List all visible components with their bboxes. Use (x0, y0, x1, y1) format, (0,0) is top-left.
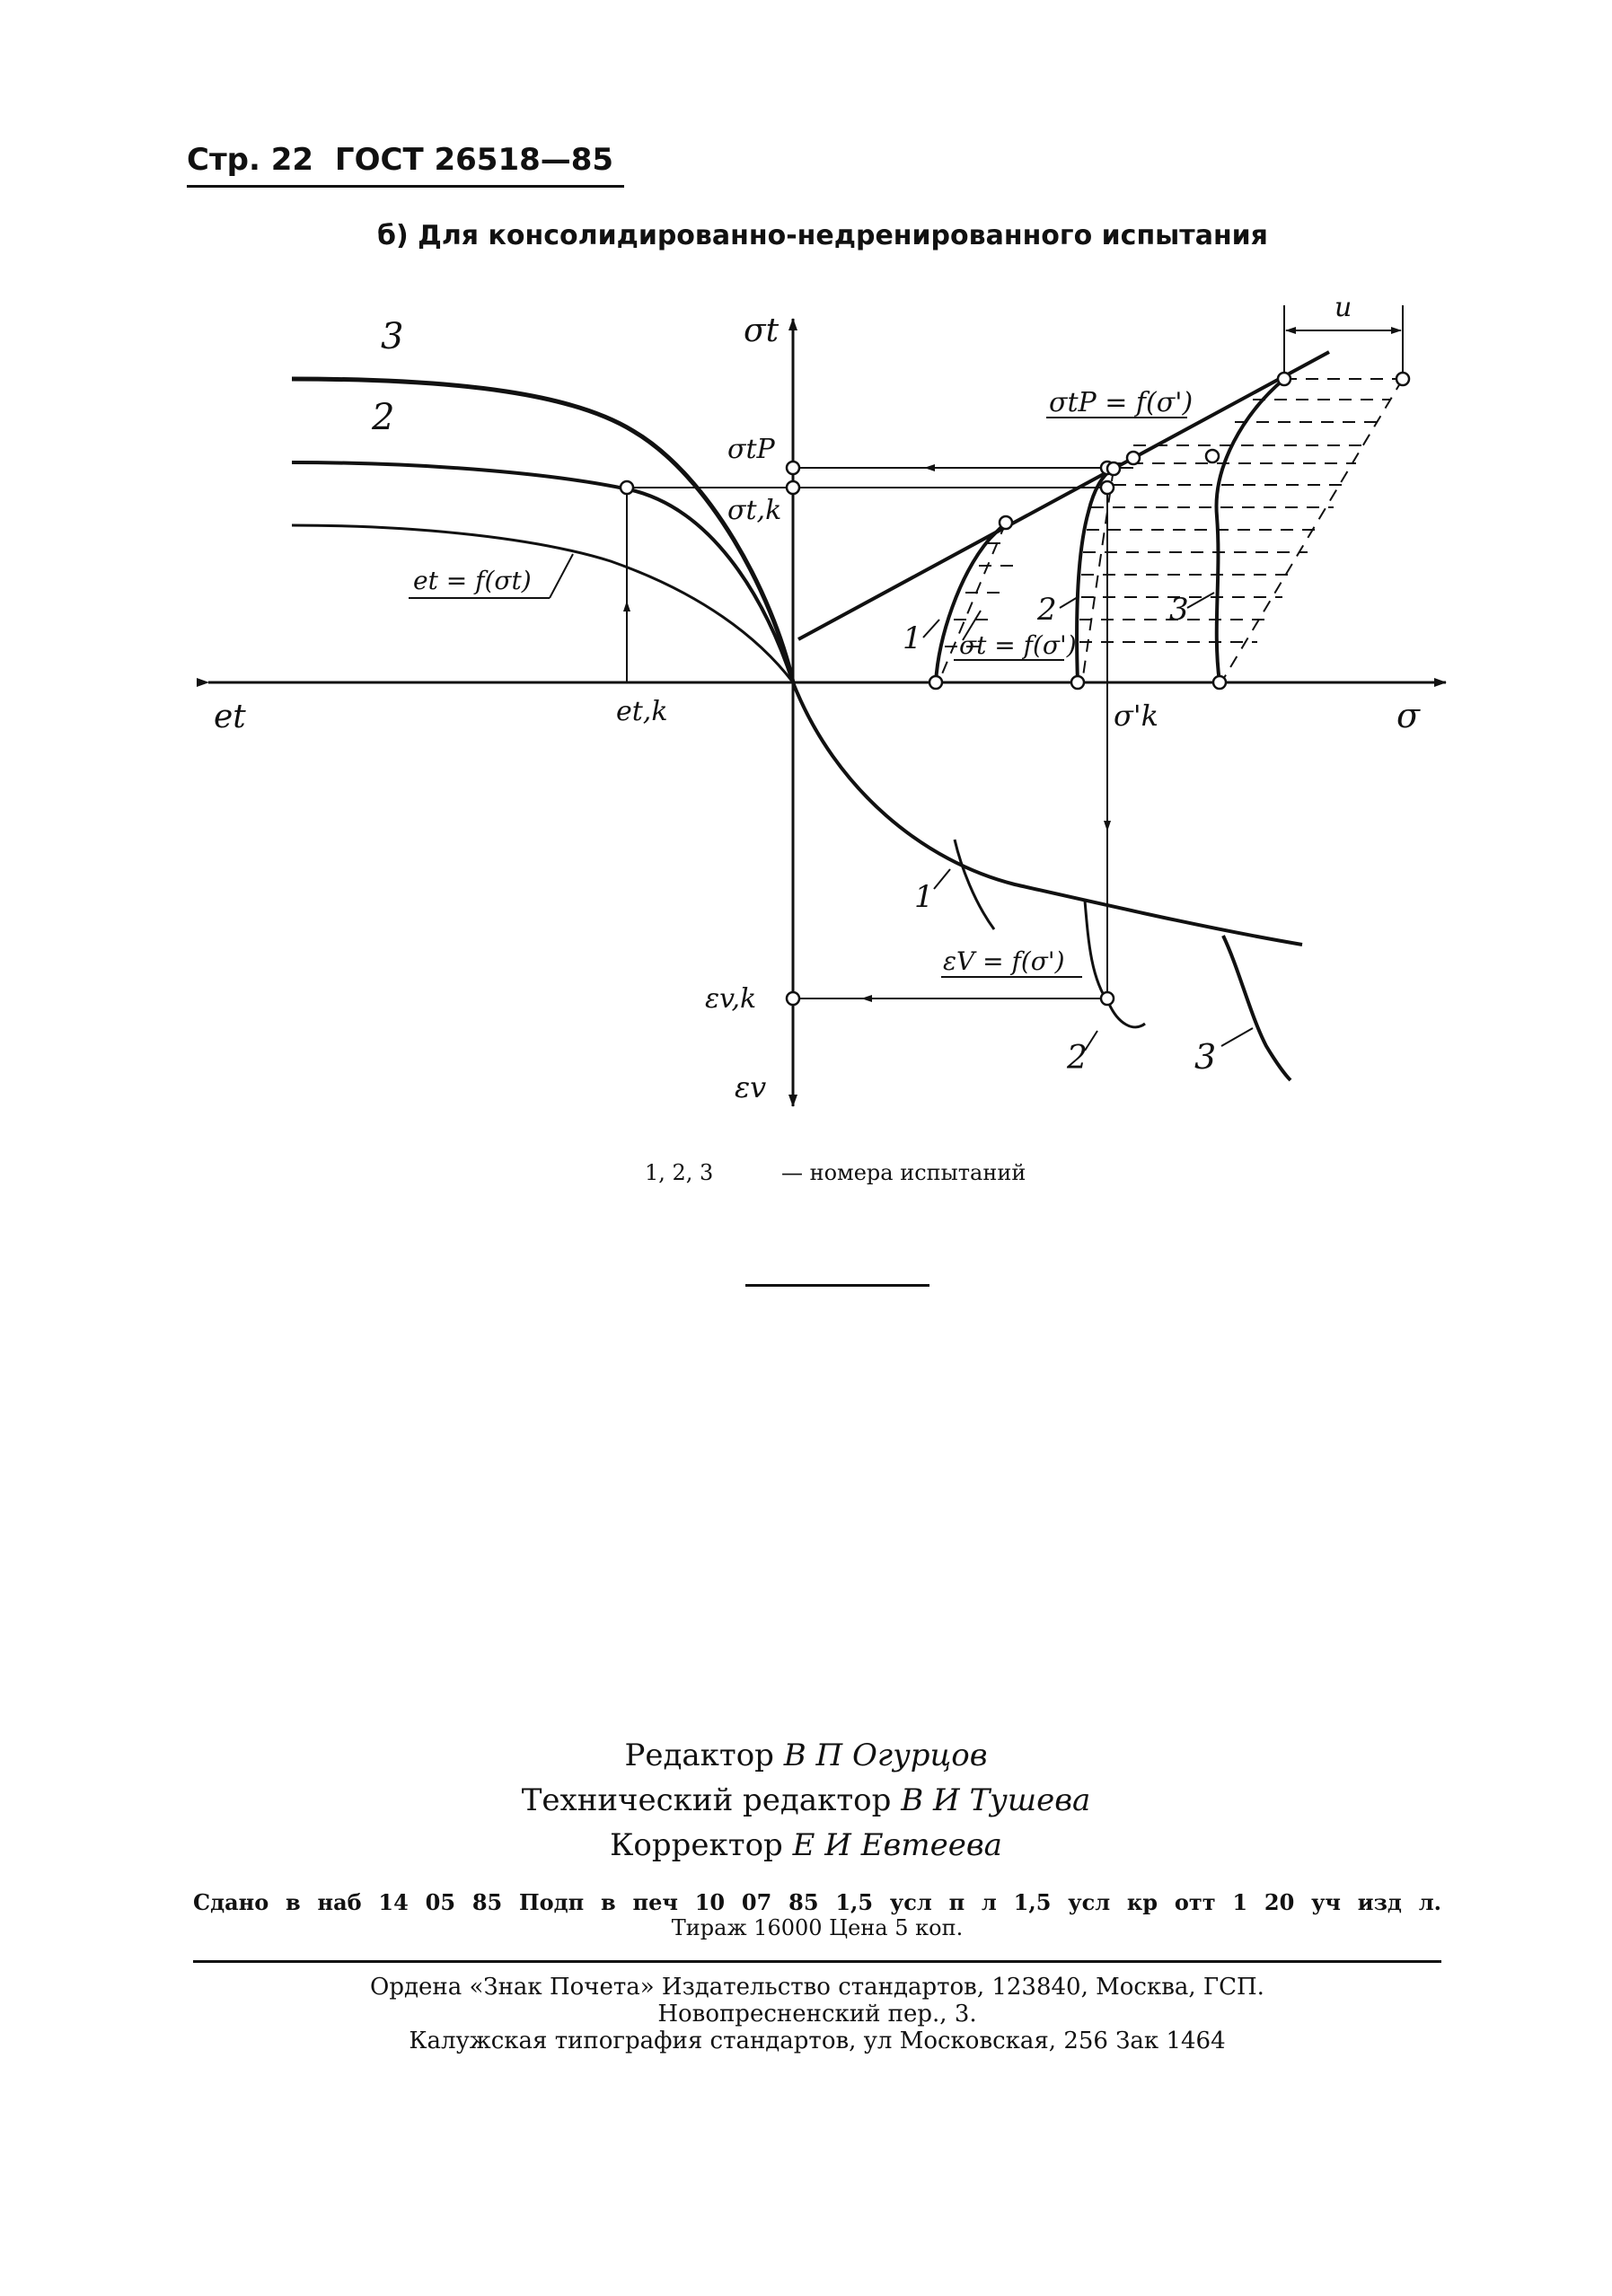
st-formula: σt = f(σ') (959, 630, 1077, 660)
editor-role: Редактор (624, 1737, 774, 1773)
tech-editor-line (0, 1778, 1612, 1823)
curve-label-1-upper: 1 (903, 620, 922, 656)
sigma-t-axis-label: σt (744, 312, 780, 349)
imprint-line-1: Сдано в наб 14 05 85 Подп в печ 10 07 85 1,5 усл п л 1,5 усл кр отт 1 20 уч изд л. (193, 1889, 1441, 1915)
sigma-axis-label: σ (1396, 696, 1420, 735)
leader-3-upper (1187, 593, 1214, 608)
curve-label-2-left: 2 (372, 397, 395, 438)
imprint-line-2: Тираж 16000 Цена 5 коп. (671, 1915, 964, 1940)
legend (645, 1160, 1026, 1185)
tech-editor-name: В И Тушева (901, 1782, 1091, 1818)
corrector-line (0, 1823, 1612, 1868)
sigma-k-label: σ'k (1114, 699, 1159, 733)
imprint (193, 1890, 1441, 1940)
publisher-line-1: Ордена «Знак Почета» Издательство стандартов, 123840, Москва, ГСП. (370, 1974, 1264, 2001)
editor-name: В П Огурцов (783, 1737, 988, 1773)
legend-text: — номера испытаний (780, 1160, 1026, 1185)
corrector-role: Корректор (610, 1827, 783, 1863)
publisher-line-3: Калужская типография стандартов, ул Московская, 256 Зак 1464 (409, 2028, 1226, 2054)
curve-label-1-lower: 1 (914, 879, 934, 915)
eps-v-axis-label: εv (735, 1070, 767, 1104)
editor-line (0, 1733, 1612, 1778)
leader-3-lower (1221, 1028, 1253, 1046)
curve-label-2-upper: 2 (1037, 592, 1057, 628)
imprint-rule (193, 1960, 1441, 1963)
leader-1-upper (923, 620, 939, 638)
et-formula-leader (550, 554, 573, 598)
curve-label-2-lower: 2 (1067, 1040, 1088, 1077)
publisher-info (193, 1974, 1441, 2054)
ev-branch-2 (1085, 901, 1145, 1027)
corrector-name: Е И Евтеева (792, 1827, 1002, 1863)
ev-curve (793, 682, 1302, 945)
tech-editor-role: Технический редактор (521, 1782, 892, 1818)
leader-1-lower (934, 869, 950, 889)
legend-numbers: 1, 2, 3 (645, 1160, 714, 1185)
et-formula: et = f(σt) (413, 566, 532, 595)
page-number: Стр. 22 (187, 142, 314, 178)
publisher-line-2: Новопресненский пер., 3. (657, 2001, 977, 2028)
section-subtitle: б) Для консолидированно-недренированного испытания (377, 220, 1268, 251)
ev-formula: εV = f(σ') (943, 946, 1065, 976)
et-curve-2 (292, 462, 793, 682)
ev-branch-1 (955, 840, 994, 929)
credits (0, 1733, 1612, 1868)
et-curve-3 (292, 379, 793, 682)
curve-label-3-upper: 3 (1169, 592, 1189, 628)
envelope-formula: σtP = f(σ') (1049, 387, 1194, 418)
curve-label-3-left: 3 (381, 316, 404, 357)
leader-2-upper (1060, 597, 1078, 608)
curve-label-3-lower: 3 (1194, 1037, 1217, 1077)
e-t-k-label: et,k (616, 696, 668, 727)
standard-number: ГОСТ 26518—85 (334, 142, 614, 178)
ev-branch-3 (1223, 936, 1290, 1080)
separator-line (745, 1284, 929, 1287)
sigma-t-k-label: σt,k (727, 495, 782, 526)
sigma-t-p-label: σtP (727, 434, 775, 465)
u-label: u (1335, 292, 1352, 323)
et-curve-1 (292, 525, 793, 682)
e-t-axis-label: et (214, 699, 246, 735)
eps-v-k-label: εv,k (705, 983, 757, 1015)
